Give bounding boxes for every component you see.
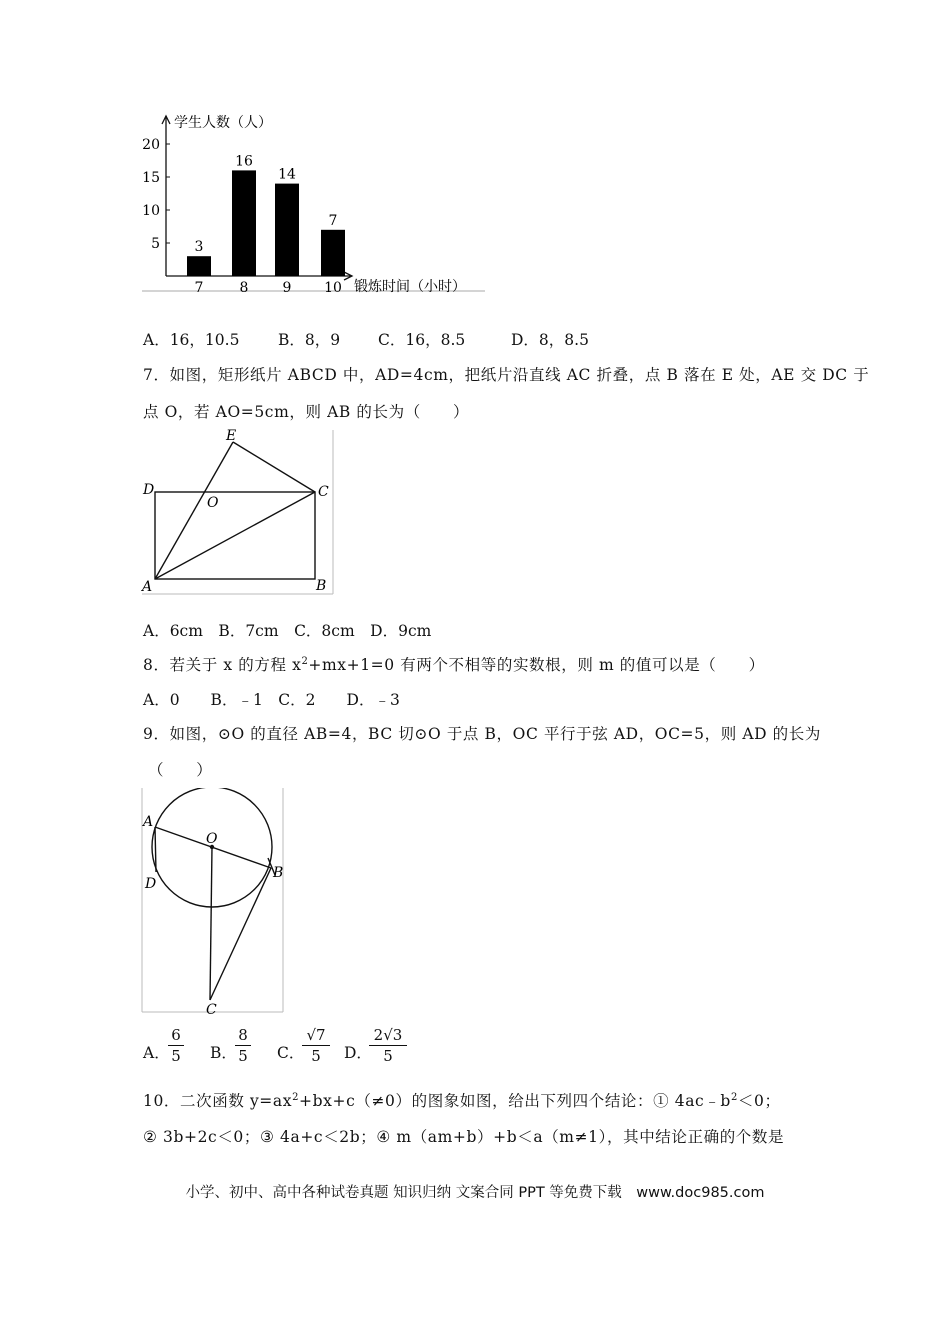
q7-options: A．6cm B．7cm C．8cm D．9cm [143, 622, 432, 640]
bar [275, 184, 299, 276]
q6-option-a: A．16，10.5 [143, 331, 240, 349]
q9-option-d-label: D． [344, 1044, 372, 1062]
q7-rectangle-figure [140, 428, 340, 598]
x-axis-label: 锻炼时间（小时） [354, 279, 466, 295]
q7-label-d: D [143, 482, 155, 498]
q9-label-c: C [206, 1002, 217, 1016]
q9-option-b-fraction [235, 1027, 251, 1064]
q8-stem-pre: 8．若关于 x 的方程 x [143, 656, 302, 674]
q9-option-c-fraction [302, 1027, 330, 1064]
bar [321, 230, 345, 276]
y-tick-label: 15 [142, 170, 160, 186]
bar [232, 170, 256, 276]
q8-stem [143, 653, 765, 675]
q9-option-a-label: A． [143, 1044, 170, 1062]
q7-stem-line2: 点 O，若 AO=5cm，则 AB 的长为（ ） [143, 403, 470, 421]
q7-label-b: B [316, 578, 327, 594]
q6-option-b: B．8，9 [278, 331, 341, 349]
q10-stem-post: ＜0； [737, 1092, 781, 1110]
q9-option-d-numerator: 2√3 [373, 1026, 403, 1044]
q9-label-a: A [143, 814, 154, 830]
q9-option-b-label: B． [210, 1044, 237, 1062]
q9-circle-figure [140, 788, 290, 1016]
q9-label-d: D [145, 876, 157, 892]
q7-stem-line1: 7．如图，矩形纸片 ABCD 中，AD=4cm，把纸片沿直线 AC 折叠，点 B 落在 E 处，AE 交 DC 于 [143, 366, 870, 384]
bar-value-label: 16 [235, 153, 253, 170]
q8-stem-sup: 2 [301, 655, 309, 667]
bar [187, 256, 211, 276]
bar-value-label: 14 [278, 166, 296, 183]
q9-option-b-numerator: 8 [238, 1026, 248, 1044]
y-axis-label: 学生人数（人） [174, 115, 272, 131]
q7-label-e: E [226, 428, 237, 444]
q9-stem-line1: 9．如图，⊙O 的直径 AB=4，BC 切⊙O 于点 B，OC 平行于弦 AD，OC=5，则 AD 的长为 [143, 725, 821, 743]
q7-label-c: C [318, 484, 329, 500]
q6-option-d: D．8，8.5 [511, 331, 589, 349]
q9-option-a-numerator: 6 [171, 1026, 181, 1044]
bar-value-label: 3 [194, 239, 204, 256]
q7-label-o: O [207, 495, 219, 511]
q10-stem-line1 [143, 1089, 781, 1111]
q8-stem-post: +mx+1=0 有两个不相等的实数根，则 m 的值可以是（ ） [308, 656, 765, 674]
y-tick-label: 20 [142, 137, 160, 153]
q9-option-a-fraction [168, 1027, 184, 1064]
bar-value-label: 7 [328, 212, 338, 229]
q10-stem-sup: 2 [292, 1091, 300, 1103]
q9-option-a-denominator: 5 [171, 1047, 181, 1065]
q6-option-c: C．16，8.5 [378, 331, 466, 349]
page-footer: 小学、初中、高中各种试卷真题 知识归纳 文案合同 PPT 等免费下载 www.doc985.com [185, 1185, 765, 1201]
q10-stem-line2: ② 3b+2c＜0；③ 4a+c＜2b；④ m（am+b）+b＜a（m≠1），其中结论正确的个数是 [143, 1128, 785, 1146]
q9-option-c-denominator: 5 [311, 1047, 321, 1065]
q9-option-c-numerator: √7 [306, 1026, 326, 1044]
x-tick-label: 8 [239, 280, 249, 296]
q10-stem-sup2: 2 [730, 1091, 738, 1103]
x-tick-label: 10 [324, 280, 342, 296]
q9-label-b: B [273, 865, 284, 881]
y-tick-label: 5 [151, 236, 160, 252]
bar-chart [140, 108, 500, 298]
q9-option-b-denominator: 5 [238, 1047, 248, 1065]
x-tick-label: 7 [194, 280, 204, 296]
q10-stem-pre: 10．二次函数 y=ax [143, 1092, 293, 1110]
q9-option-d-fraction [369, 1027, 407, 1064]
q10-stem-mid: +bx+c（≠0）的图象如图，给出下列四个结论：① 4ac﹣b [299, 1092, 731, 1110]
y-tick-label: 10 [142, 203, 160, 219]
q9-option-c-label: C． [277, 1044, 305, 1062]
q8-options: A．0 B．﹣1 C．2 D．﹣3 [143, 691, 400, 709]
q9-option-d-denominator: 5 [383, 1047, 393, 1065]
q9-stem-line2: （ ） [148, 761, 213, 779]
q9-label-o: O [206, 831, 218, 847]
x-tick-label: 9 [282, 280, 292, 296]
q7-label-a: A [142, 579, 153, 595]
